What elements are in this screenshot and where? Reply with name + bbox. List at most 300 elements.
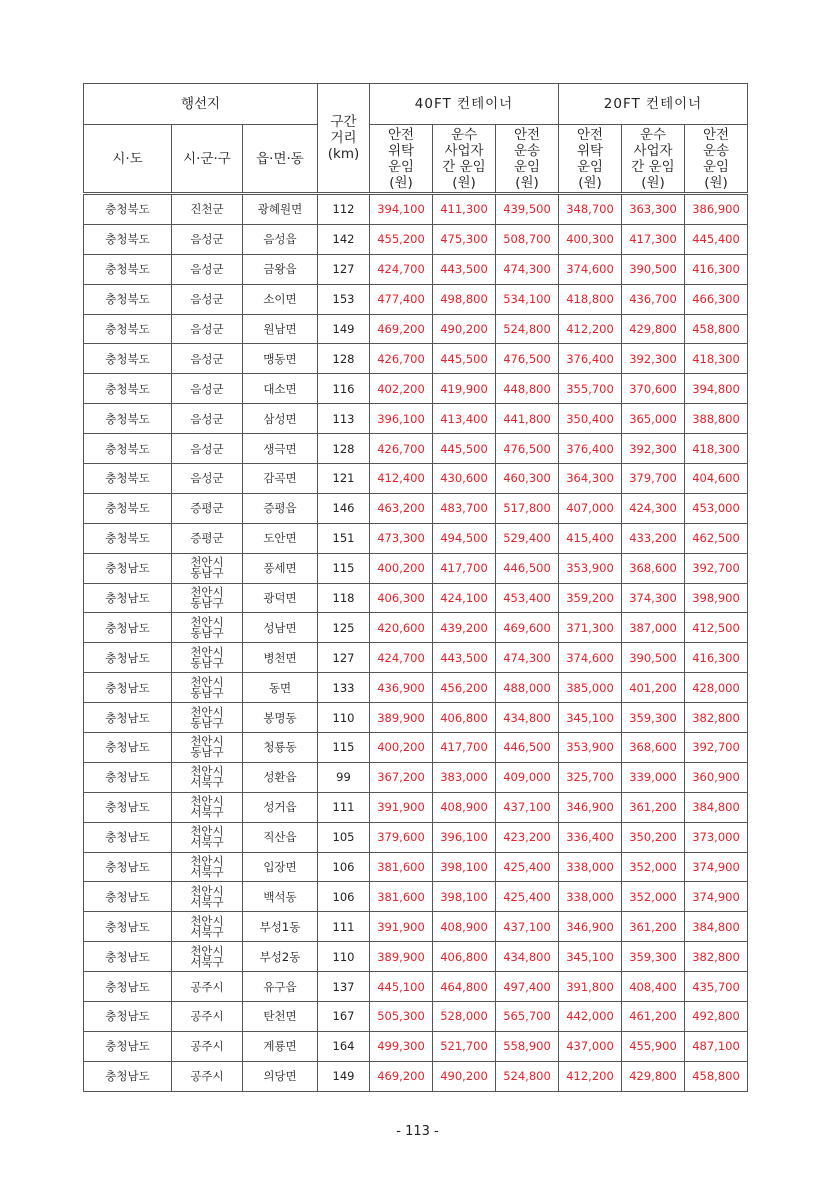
distance-cell: 142 (318, 224, 370, 254)
ft40-safe-consign-cell: 420,600 (370, 613, 433, 643)
ft40-carrier-between-cell: 406,800 (433, 703, 496, 733)
ft40-safe-consign-cell: 445,100 (370, 972, 433, 1002)
ft20-safe-consign-cell: 412,200 (559, 314, 622, 344)
ft40-safe-transport-cell: 474,300 (496, 254, 559, 284)
eupmyeon-cell: 성남면 (243, 613, 318, 643)
ft40-header: 40FT 컨테이너 (370, 84, 559, 125)
ft20-carrier-between-cell: 387,000 (622, 613, 685, 643)
ft20-safe-consign-cell: 374,600 (559, 643, 622, 673)
ft40-safe-consign-cell: 394,100 (370, 194, 433, 225)
sido-cell: 충청남도 (84, 882, 172, 912)
table-row (84, 613, 748, 643)
eupmyeon-cell: 증평읍 (243, 493, 318, 523)
sido-cell: 충청남도 (84, 673, 172, 703)
eupmyeon-cell: 백석동 (243, 882, 318, 912)
eupmyeon-cell: 봉명동 (243, 703, 318, 733)
sido-cell: 충청남도 (84, 792, 172, 822)
ft20-safe-consign-cell: 374,600 (559, 254, 622, 284)
distance-cell: 127 (318, 254, 370, 284)
eupmyeon-cell: 청룡동 (243, 733, 318, 763)
ft20-safe-consign-cell: 345,100 (559, 942, 622, 972)
destination-header: 행선지 (84, 84, 318, 125)
eupmyeon-cell: 성환읍 (243, 762, 318, 792)
ft20-carrier-between-cell: 429,800 (622, 1061, 685, 1091)
freight-rate-table (83, 83, 748, 1092)
sigungu-cell: 진천군 (172, 194, 243, 225)
sido-cell: 충청남도 (84, 613, 172, 643)
ft20-safe-transport-cell: 492,800 (685, 1002, 748, 1032)
sido-cell: 충청남도 (84, 583, 172, 613)
ft40-safe-transport-cell: 460,300 (496, 464, 559, 494)
ft20-safe-transport-cell: 374,900 (685, 882, 748, 912)
ft20-safe-transport-cell: 466,300 (685, 284, 748, 314)
eupmyeon-cell: 성거읍 (243, 792, 318, 822)
sigungu-cell: 천안시 동남구 (172, 583, 243, 613)
ft40-safe-transport-header: 안전 운송 운임 (원) (496, 125, 559, 194)
ft20-carrier-between-cell: 379,700 (622, 464, 685, 494)
ft20-safe-transport-cell: 392,700 (685, 733, 748, 763)
ft40-carrier-between-cell: 430,600 (433, 464, 496, 494)
distance-cell: 115 (318, 553, 370, 583)
distance-cell: 146 (318, 493, 370, 523)
distance-cell: 133 (318, 673, 370, 703)
sigungu-cell: 음성군 (172, 404, 243, 434)
ft20-carrier-between-cell: 455,900 (622, 1031, 685, 1061)
ft20-carrier-between-cell: 363,300 (622, 194, 685, 225)
ft40-safe-transport-cell: 446,500 (496, 553, 559, 583)
ft20-carrier-between-cell: 352,000 (622, 852, 685, 882)
eupmyeon-cell: 원남면 (243, 314, 318, 344)
ft40-safe-consign-cell: 402,200 (370, 374, 433, 404)
ft40-carrier-between-cell: 475,300 (433, 224, 496, 254)
ft20-carrier-between-cell: 350,200 (622, 822, 685, 852)
ft40-safe-consign-cell: 505,300 (370, 1002, 433, 1032)
eupmyeon-cell: 부성2동 (243, 942, 318, 972)
sigungu-cell: 천안시 동남구 (172, 733, 243, 763)
ft40-safe-transport-cell: 423,200 (496, 822, 559, 852)
ft20-carrier-between-cell: 461,200 (622, 1002, 685, 1032)
ft20-safe-consign-cell: 345,100 (559, 703, 622, 733)
table-row (84, 733, 748, 763)
table-row (84, 822, 748, 852)
sigungu-cell: 천안시 동남구 (172, 673, 243, 703)
sido-cell: 충청남도 (84, 1061, 172, 1091)
ft20-safe-transport-cell: 418,300 (685, 434, 748, 464)
table-row (84, 284, 748, 314)
ft20-safe-transport-cell: 428,000 (685, 673, 748, 703)
eupmyeon-cell: 광덕면 (243, 583, 318, 613)
ft20-safe-consign-cell: 376,400 (559, 344, 622, 374)
ft20-safe-transport-cell: 412,500 (685, 613, 748, 643)
ft40-safe-consign-cell: 469,200 (370, 1061, 433, 1091)
ft20-carrier-between-header: 운수 사업자 간 운임 (원) (622, 125, 685, 194)
sido-cell: 충청북도 (84, 224, 172, 254)
ft20-safe-consign-cell: 371,300 (559, 613, 622, 643)
ft40-carrier-between-cell: 408,900 (433, 912, 496, 942)
ft20-safe-consign-cell: 325,700 (559, 762, 622, 792)
ft40-carrier-between-cell: 413,400 (433, 404, 496, 434)
distance-cell: 151 (318, 523, 370, 553)
ft20-safe-consign-cell: 437,000 (559, 1031, 622, 1061)
distance-cell: 128 (318, 434, 370, 464)
ft40-safe-consign-cell: 389,900 (370, 703, 433, 733)
ft20-safe-consign-cell: 348,700 (559, 194, 622, 225)
ft20-carrier-between-cell: 361,200 (622, 912, 685, 942)
ft40-safe-transport-cell: 469,600 (496, 613, 559, 643)
sigungu-cell: 증평군 (172, 493, 243, 523)
ft40-carrier-between-cell: 494,500 (433, 523, 496, 553)
sigungu-cell: 공주시 (172, 1061, 243, 1091)
ft20-safe-transport-header: 안전 운송 운임 (원) (685, 125, 748, 194)
sigungu-cell: 공주시 (172, 1002, 243, 1032)
distance-cell: 99 (318, 762, 370, 792)
ft40-safe-transport-cell: 474,300 (496, 643, 559, 673)
ft40-safe-transport-cell: 437,100 (496, 792, 559, 822)
table-row (84, 972, 748, 1002)
ft40-safe-consign-cell: 381,600 (370, 882, 433, 912)
ft40-safe-consign-cell: 469,200 (370, 314, 433, 344)
ft20-safe-consign-cell: 400,300 (559, 224, 622, 254)
ft40-safe-consign-cell: 400,200 (370, 553, 433, 583)
sido-cell: 충청남도 (84, 822, 172, 852)
sigungu-cell: 천안시 서북구 (172, 792, 243, 822)
ft40-safe-transport-cell: 434,800 (496, 703, 559, 733)
ft40-carrier-between-cell: 408,900 (433, 792, 496, 822)
eupmyeon-cell: 감곡면 (243, 464, 318, 494)
ft20-safe-consign-cell: 359,200 (559, 583, 622, 613)
ft40-safe-transport-cell: 565,700 (496, 1002, 559, 1032)
sigungu-cell: 천안시 동남구 (172, 643, 243, 673)
ft40-safe-transport-cell: 437,100 (496, 912, 559, 942)
ft20-safe-transport-cell: 394,800 (685, 374, 748, 404)
ft40-safe-consign-cell: 381,600 (370, 852, 433, 882)
ft40-carrier-between-cell: 398,100 (433, 852, 496, 882)
table-row (84, 464, 748, 494)
ft20-safe-transport-cell: 416,300 (685, 643, 748, 673)
table-row (84, 1002, 748, 1032)
ft40-safe-consign-cell: 426,700 (370, 434, 433, 464)
sido-cell: 충청남도 (84, 1002, 172, 1032)
eupmyeon-cell: 계룡면 (243, 1031, 318, 1061)
table-row (84, 344, 748, 374)
table-row (84, 942, 748, 972)
eupmyeon-cell: 삼성면 (243, 404, 318, 434)
ft20-safe-consign-cell: 346,900 (559, 792, 622, 822)
table-row (84, 643, 748, 673)
ft40-carrier-between-cell: 483,700 (433, 493, 496, 523)
sigungu-cell: 음성군 (172, 434, 243, 464)
ft40-safe-transport-cell: 529,400 (496, 523, 559, 553)
ft20-carrier-between-cell: 359,300 (622, 942, 685, 972)
ft20-safe-transport-cell: 458,800 (685, 314, 748, 344)
ft20-carrier-between-cell: 365,000 (622, 404, 685, 434)
table-body (84, 194, 748, 1092)
ft40-safe-consign-cell: 473,300 (370, 523, 433, 553)
sido-cell: 충청남도 (84, 852, 172, 882)
ft20-safe-consign-cell: 350,400 (559, 404, 622, 434)
table-row (84, 882, 748, 912)
ft20-safe-consign-cell: 412,200 (559, 1061, 622, 1091)
ft40-safe-transport-cell: 425,400 (496, 882, 559, 912)
sigungu-cell: 천안시 서북구 (172, 852, 243, 882)
ft20-carrier-between-cell: 429,800 (622, 314, 685, 344)
distance-cell: 167 (318, 1002, 370, 1032)
ft20-safe-transport-cell: 386,900 (685, 194, 748, 225)
sigungu-cell: 음성군 (172, 344, 243, 374)
table-row (84, 583, 748, 613)
ft20-carrier-between-cell: 392,300 (622, 434, 685, 464)
ft20-carrier-between-cell: 370,600 (622, 374, 685, 404)
ft20-safe-transport-cell: 373,000 (685, 822, 748, 852)
eupmyeon-cell: 유구읍 (243, 972, 318, 1002)
sigungu-cell: 천안시 동남구 (172, 553, 243, 583)
ft20-safe-consign-cell: 407,000 (559, 493, 622, 523)
ft40-carrier-between-cell: 445,500 (433, 434, 496, 464)
sigungu-cell: 천안시 서북구 (172, 882, 243, 912)
ft40-carrier-between-cell: 396,100 (433, 822, 496, 852)
ft40-safe-transport-cell: 524,800 (496, 314, 559, 344)
eupmyeon-cell: 풍세면 (243, 553, 318, 583)
sido-cell: 충청남도 (84, 762, 172, 792)
ft20-safe-consign-header: 안전 위탁 운임 (원) (559, 125, 622, 194)
ft40-safe-transport-cell: 425,400 (496, 852, 559, 882)
ft20-carrier-between-cell: 424,300 (622, 493, 685, 523)
distance-cell: 149 (318, 314, 370, 344)
sigungu-cell: 천안시 서북구 (172, 822, 243, 852)
sido-cell: 충청북도 (84, 194, 172, 225)
sido-cell: 충청남도 (84, 553, 172, 583)
ft40-carrier-between-cell: 464,800 (433, 972, 496, 1002)
sigungu-cell: 음성군 (172, 284, 243, 314)
ft20-safe-transport-cell: 384,800 (685, 912, 748, 942)
ft20-safe-transport-cell: 382,800 (685, 703, 748, 733)
ft40-carrier-between-cell: 443,500 (433, 643, 496, 673)
eupmyeon-cell: 생극면 (243, 434, 318, 464)
ft20-safe-consign-cell: 418,800 (559, 284, 622, 314)
sigungu-cell: 음성군 (172, 314, 243, 344)
sido-cell: 충청남도 (84, 942, 172, 972)
table-row (84, 254, 748, 284)
ft20-safe-transport-cell: 458,800 (685, 1061, 748, 1091)
ft40-safe-transport-cell: 453,400 (496, 583, 559, 613)
ft20-safe-consign-cell: 415,400 (559, 523, 622, 553)
sido-cell: 충청남도 (84, 733, 172, 763)
sigungu-cell: 증평군 (172, 523, 243, 553)
table-row (84, 553, 748, 583)
ft20-carrier-between-cell: 433,200 (622, 523, 685, 553)
page-number: - 113 - (396, 1124, 439, 1139)
ft20-safe-transport-cell: 435,700 (685, 972, 748, 1002)
eupmyeon-cell: 동면 (243, 673, 318, 703)
ft20-carrier-between-cell: 361,200 (622, 792, 685, 822)
ft40-carrier-between-cell: 411,300 (433, 194, 496, 225)
sigungu-cell: 음성군 (172, 464, 243, 494)
distance-cell: 153 (318, 284, 370, 314)
distance-cell: 113 (318, 404, 370, 434)
ft20-safe-transport-cell: 487,100 (685, 1031, 748, 1061)
distance-cell: 110 (318, 703, 370, 733)
table-row (84, 493, 748, 523)
ft20-safe-consign-cell: 391,800 (559, 972, 622, 1002)
eupmyeon-cell: 직산읍 (243, 822, 318, 852)
sigungu-header: 시·군·구 (172, 125, 243, 194)
ft40-carrier-between-cell: 456,200 (433, 673, 496, 703)
ft40-carrier-between-cell: 419,900 (433, 374, 496, 404)
eupmyeon-cell: 맹동면 (243, 344, 318, 374)
ft20-safe-consign-cell: 338,000 (559, 882, 622, 912)
ft40-safe-transport-cell: 434,800 (496, 942, 559, 972)
eupmyeon-cell: 대소면 (243, 374, 318, 404)
eupmyeon-header: 읍·면·동 (243, 125, 318, 194)
ft40-safe-transport-cell: 524,800 (496, 1061, 559, 1091)
distance-cell: 127 (318, 643, 370, 673)
ft40-carrier-between-cell: 424,100 (433, 583, 496, 613)
ft20-safe-consign-cell: 338,000 (559, 852, 622, 882)
ft20-carrier-between-cell: 368,600 (622, 733, 685, 763)
table-row (84, 912, 748, 942)
ft40-safe-consign-cell: 412,400 (370, 464, 433, 494)
eupmyeon-cell: 입장면 (243, 852, 318, 882)
ft40-safe-consign-cell: 477,400 (370, 284, 433, 314)
ft40-safe-consign-cell: 424,700 (370, 254, 433, 284)
ft40-safe-consign-cell: 391,900 (370, 792, 433, 822)
ft40-safe-transport-cell: 517,800 (496, 493, 559, 523)
sigungu-cell: 천안시 서북구 (172, 912, 243, 942)
distance-cell: 106 (318, 882, 370, 912)
sigungu-cell: 천안시 서북구 (172, 762, 243, 792)
sido-cell: 충청북도 (84, 464, 172, 494)
eupmyeon-cell: 도안면 (243, 523, 318, 553)
sido-cell: 충청북도 (84, 523, 172, 553)
sido-cell: 충청북도 (84, 254, 172, 284)
sigungu-cell: 천안시 동남구 (172, 703, 243, 733)
ft20-safe-transport-cell: 462,500 (685, 523, 748, 553)
table-row (84, 523, 748, 553)
sido-cell: 충청북도 (84, 404, 172, 434)
sigungu-cell: 천안시 동남구 (172, 613, 243, 643)
ft40-safe-transport-cell: 497,400 (496, 972, 559, 1002)
sido-cell: 충청북도 (84, 344, 172, 374)
ft20-safe-transport-cell: 392,700 (685, 553, 748, 583)
ft20-carrier-between-cell: 339,000 (622, 762, 685, 792)
ft20-carrier-between-cell: 390,500 (622, 643, 685, 673)
ft40-safe-consign-cell: 400,200 (370, 733, 433, 763)
table-row (84, 194, 748, 225)
ft20-safe-consign-cell: 346,900 (559, 912, 622, 942)
ft40-safe-consign-cell: 391,900 (370, 912, 433, 942)
ft40-safe-consign-cell: 463,200 (370, 493, 433, 523)
ft40-safe-consign-header: 안전 위탁 운임 (원) (370, 125, 433, 194)
ft20-safe-transport-cell: 416,300 (685, 254, 748, 284)
ft40-safe-consign-cell: 424,700 (370, 643, 433, 673)
ft40-safe-consign-cell: 406,300 (370, 583, 433, 613)
table-row (84, 792, 748, 822)
table-row (84, 374, 748, 404)
ft40-safe-transport-cell: 476,500 (496, 434, 559, 464)
distance-cell: 121 (318, 464, 370, 494)
ft20-safe-consign-cell: 442,000 (559, 1002, 622, 1032)
ft40-safe-transport-cell: 409,000 (496, 762, 559, 792)
ft20-safe-transport-cell: 384,800 (685, 792, 748, 822)
eupmyeon-cell: 의당면 (243, 1061, 318, 1091)
sigungu-cell: 음성군 (172, 224, 243, 254)
ft40-safe-consign-cell: 367,200 (370, 762, 433, 792)
ft20-safe-transport-cell: 382,800 (685, 942, 748, 972)
distance-cell: 118 (318, 583, 370, 613)
ft40-safe-transport-cell: 446,500 (496, 733, 559, 763)
sido-cell: 충청남도 (84, 912, 172, 942)
ft40-carrier-between-cell: 490,200 (433, 1061, 496, 1091)
ft40-safe-consign-cell: 396,100 (370, 404, 433, 434)
eupmyeon-cell: 광혜원면 (243, 194, 318, 225)
table-row (84, 852, 748, 882)
ft20-header: 20FT 컨테이너 (559, 84, 748, 125)
ft20-carrier-between-cell: 368,600 (622, 553, 685, 583)
ft40-safe-consign-cell: 499,300 (370, 1031, 433, 1061)
ft20-safe-transport-cell: 398,900 (685, 583, 748, 613)
ft40-safe-transport-cell: 508,700 (496, 224, 559, 254)
table-row (84, 224, 748, 254)
ft40-carrier-between-cell: 443,500 (433, 254, 496, 284)
ft40-safe-consign-cell: 455,200 (370, 224, 433, 254)
sigungu-cell: 음성군 (172, 374, 243, 404)
distance-cell: 112 (318, 194, 370, 225)
ft40-carrier-between-cell: 439,200 (433, 613, 496, 643)
ft40-safe-consign-cell: 389,900 (370, 942, 433, 972)
sido-cell: 충청남도 (84, 643, 172, 673)
distance-cell: 125 (318, 613, 370, 643)
ft40-carrier-between-cell: 398,100 (433, 882, 496, 912)
ft20-carrier-between-cell: 390,500 (622, 254, 685, 284)
ft40-carrier-between-cell: 445,500 (433, 344, 496, 374)
distance-cell: 110 (318, 942, 370, 972)
ft20-carrier-between-cell: 359,300 (622, 703, 685, 733)
ft20-carrier-between-cell: 392,300 (622, 344, 685, 374)
ft40-carrier-between-cell: 417,700 (433, 733, 496, 763)
ft40-carrier-between-cell: 417,700 (433, 553, 496, 583)
distance-cell: 106 (318, 852, 370, 882)
ft20-safe-consign-cell: 376,400 (559, 434, 622, 464)
ft20-carrier-between-cell: 436,700 (622, 284, 685, 314)
ft20-carrier-between-cell: 408,400 (622, 972, 685, 1002)
distance-cell: 137 (318, 972, 370, 1002)
ft40-safe-consign-cell: 426,700 (370, 344, 433, 374)
sido-cell: 충청북도 (84, 374, 172, 404)
table-row (84, 1061, 748, 1091)
ft20-safe-consign-cell: 353,900 (559, 553, 622, 583)
ft40-safe-transport-cell: 441,800 (496, 404, 559, 434)
ft40-carrier-between-cell: 521,700 (433, 1031, 496, 1061)
distance-cell: 111 (318, 912, 370, 942)
ft20-safe-transport-cell: 374,900 (685, 852, 748, 882)
ft20-safe-transport-cell: 418,300 (685, 344, 748, 374)
ft40-safe-consign-cell: 436,900 (370, 673, 433, 703)
sido-cell: 충청남도 (84, 1031, 172, 1061)
ft20-safe-transport-cell: 404,600 (685, 464, 748, 494)
ft40-carrier-between-cell: 490,200 (433, 314, 496, 344)
sigungu-cell: 천안시 서북구 (172, 942, 243, 972)
distance-cell: 164 (318, 1031, 370, 1061)
eupmyeon-cell: 소이면 (243, 284, 318, 314)
distance-cell: 149 (318, 1061, 370, 1091)
ft20-carrier-between-cell: 401,200 (622, 673, 685, 703)
eupmyeon-cell: 음성읍 (243, 224, 318, 254)
ft20-carrier-between-cell: 352,000 (622, 882, 685, 912)
table-row (84, 314, 748, 344)
ft40-safe-transport-cell: 439,500 (496, 194, 559, 225)
ft40-safe-transport-cell: 558,900 (496, 1031, 559, 1061)
sido-cell: 충청남도 (84, 703, 172, 733)
